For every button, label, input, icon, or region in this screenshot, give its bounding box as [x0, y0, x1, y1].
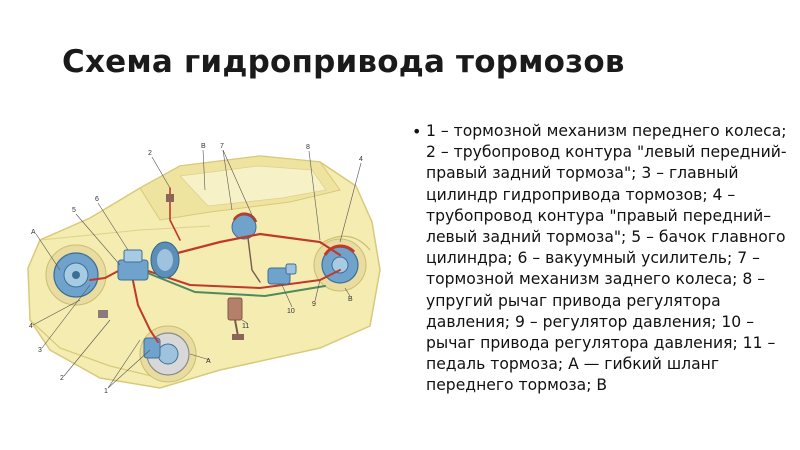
bracket-part [98, 310, 108, 318]
rear-link-part [166, 194, 174, 202]
legend-item: • 1 – тормозной механизм переднего колеса; 2 – трубопровод контура "левый передний-правый задний тормоза"; 3 – главный цилиндр гидропривода тормозов; 4 – трубопровод контура "правый передний–левый задний тормоза"; 5 – бачок главного цилиндра; 6 – вакуумный усилитель; 7 – тормозной механизм заднего колеса; 8 – упругий рычаг привода регулятора давления; 9 – регулятор давления; 10 – рычаг привода регулятора давления; 11 – педаль тормоза; А — гибкий шланг переднего тормоза; В [412, 121, 794, 397]
callout-b-right: B [348, 296, 353, 303]
callout-4-left: 4 [29, 323, 33, 330]
front-right-wheel [140, 326, 196, 382]
callout-a-low: A [206, 358, 211, 365]
rear-right-wheel [314, 239, 366, 291]
callout-8: 8 [306, 144, 310, 151]
slide-title: Схема гидропривода тормозов [62, 44, 625, 80]
callout-7: 7 [220, 143, 224, 150]
callout-5: 5 [72, 207, 76, 214]
brake-system-diagram [20, 130, 390, 410]
callout-6: 6 [95, 196, 99, 203]
legend-list [412, 121, 794, 397]
callout-2-low: 2 [60, 375, 64, 382]
callout-3: 3 [38, 347, 42, 354]
callout-a-left: A [31, 229, 36, 236]
callout-11: 11 [242, 323, 250, 330]
callout-10: 10 [287, 308, 295, 315]
callout-1: 1 [104, 388, 108, 395]
callout-b-top: B [201, 143, 206, 150]
front-left-wheel [46, 245, 106, 305]
callout-2: 2 [148, 150, 152, 157]
callout-4-right: 4 [359, 156, 363, 163]
callout-9: 9 [312, 301, 316, 308]
